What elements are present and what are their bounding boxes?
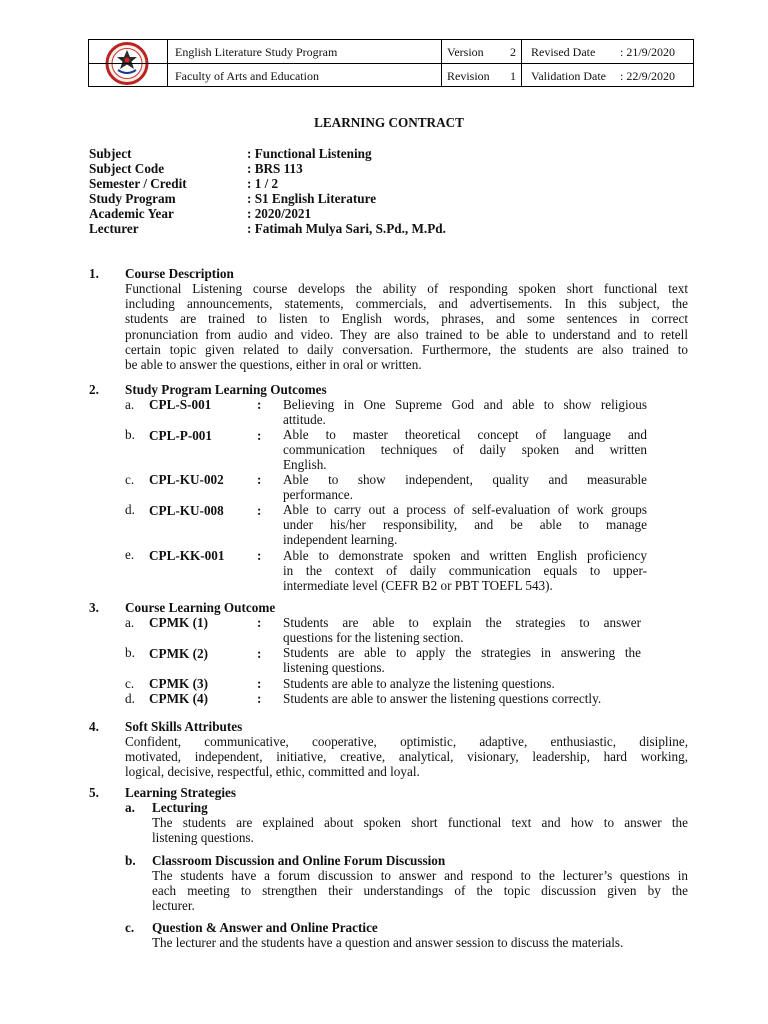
header-revision-value: 1	[510, 69, 516, 83]
course-outcome-colon: :	[257, 676, 262, 691]
course-outcome-letter: a.	[125, 615, 135, 630]
course-outcome-colon: :	[257, 615, 262, 630]
strategy-letter: c.	[125, 920, 135, 935]
course-description-line: including announcements, statements, commercials, and advertisements. In this subject, the	[125, 296, 688, 312]
outcome-letter: d.	[125, 502, 135, 517]
outcome-line: English.	[283, 457, 327, 473]
course-description-line: pronunciation from audio and video. They are also trained to be able to understand and to retell	[125, 326, 688, 342]
page-title: LEARNING CONTRACT	[314, 115, 464, 130]
outcome-line: performance.	[283, 487, 353, 503]
outcome-line: Able to demonstrate spoken and written English proficiency	[283, 548, 647, 563]
outcome-letter: c.	[125, 472, 135, 487]
outcome-code: CPL-P-001	[149, 428, 212, 443]
course-description-line: certain topic given related to daily conversation. Furthermore, the students are also trained to	[125, 341, 688, 357]
course-description-line: Functional Listening course develops the ability of responding spoken short functional text	[125, 281, 688, 296]
section-1-number: 1.	[89, 266, 99, 281]
header-validation-date-label: Validation Date	[531, 69, 606, 83]
section-3-number: 3.	[89, 600, 99, 615]
course-outcome-letter: c.	[125, 676, 135, 691]
outcome-line: intermediate level (CEFR B2 or PBT TOEFL 543).	[283, 578, 553, 594]
outcome-code: CPL-KU-008	[149, 503, 224, 518]
info-label-lecturer: Lecturer	[89, 221, 139, 236]
header-program: English Literature Study Program	[175, 45, 338, 59]
course-outcome-text	[283, 645, 641, 675]
outcome-line: communication techniques of daily spoken and written	[283, 442, 647, 458]
section-5-number: 5.	[89, 785, 99, 800]
outcome-line: attitude.	[283, 412, 326, 428]
soft-skills-text	[125, 734, 688, 780]
info-value-study-program: : S1 English Literature	[247, 191, 377, 206]
header-revision-label: Revision	[447, 69, 490, 83]
info-label-academic-year: Academic Year	[89, 206, 174, 221]
course-outcome-code: CPMK (2)	[149, 646, 208, 661]
outcome-code: CPL-S-001	[149, 397, 212, 412]
course-outcome-code: CPMK (3)	[149, 676, 208, 691]
strategy-line: each meeting to strengthen their understandings of the topic discussion given by the	[152, 883, 688, 899]
outcome-text	[283, 502, 647, 548]
outcome-code: CPL-KK-001	[149, 548, 225, 563]
course-outcome-text: Students are able to analyze the listening questions.	[283, 676, 555, 691]
header-version-value: 2	[510, 45, 516, 59]
strategy-text	[152, 868, 688, 914]
strategy-line: listening questions.	[152, 830, 254, 846]
course-outcome-code: CPMK (4)	[149, 691, 208, 706]
info-value-lecturer: : Fatimah Mulya Sari, S.Pd., M.Pd.	[247, 221, 446, 236]
section-1-title: Course Description	[125, 266, 234, 281]
header-revised-date-value: : 21/9/2020	[620, 45, 676, 59]
course-outcome-line: Students are able to explain the strategies to answer	[283, 615, 641, 630]
info-label-subject-code: Subject Code	[89, 161, 165, 176]
outcome-line: under his/her responsibility, and be able to manage	[283, 517, 647, 533]
outcome-line: Able to carry out a process of self-evaluation of work groups	[283, 502, 647, 517]
outcome-code: CPL-KU-002	[149, 472, 224, 487]
soft-skills-line: Confident, communicative, cooperative, optimistic, adaptive, enthusiastic, disipline,	[125, 734, 688, 749]
strategy-title: Question & Answer and Online Practice	[152, 920, 378, 935]
outcome-line: independent learning.	[283, 532, 398, 548]
course-outcome-line: listening questions.	[283, 660, 385, 676]
strategy-line: The students have a forum discussion to answer and respond to the lecturer’s questions in	[152, 868, 688, 883]
course-outcome-colon: :	[257, 646, 262, 661]
course-outcome-colon: :	[257, 691, 262, 706]
course-outcome-letter: d.	[125, 691, 135, 706]
section-2-title: Study Program Learning Outcomes	[125, 382, 327, 397]
outcome-line: Believing in One Supreme God and able to show religious	[283, 397, 647, 412]
info-label-study-program: Study Program	[89, 191, 176, 206]
strategy-title: Lecturing	[152, 800, 208, 815]
course-outcome-letter: b.	[125, 645, 135, 660]
course-outcome-line: Students are able to apply the strategies in answering the	[283, 645, 641, 660]
info-label-semester: Semester / Credit	[89, 176, 187, 191]
course-outcome-line: questions for the listening section.	[283, 630, 464, 646]
soft-skills-line: logical, decisive, respectful, ethic, committed and loyal.	[125, 764, 420, 780]
header-revised-date-label: Revised Date	[531, 45, 596, 59]
outcome-colon: :	[257, 503, 262, 518]
info-value-academic-year: : 2020/2021	[247, 206, 312, 221]
outcome-text	[283, 397, 647, 427]
strategy-line: lecturer.	[152, 898, 195, 914]
strategy-title: Classroom Discussion and Online Forum Discussion	[152, 853, 446, 868]
strategy-letter: a.	[125, 800, 135, 815]
info-value-subject: : Functional Listening	[247, 146, 372, 161]
outcome-colon: :	[257, 428, 262, 443]
section-4-number: 4.	[89, 719, 99, 734]
outcome-letter: b.	[125, 427, 135, 442]
course-outcome-text	[283, 615, 641, 645]
outcome-letter: e.	[125, 547, 135, 562]
outcome-line: Able to master theoretical concept of language and	[283, 427, 647, 442]
info-value-semester: : 1 / 2	[247, 176, 279, 191]
header-validation-date-value: : 22/9/2020	[620, 69, 676, 83]
section-5-title: Learning Strategies	[125, 785, 236, 800]
strategy-text: The lecturer and the students have a question and answer session to discuss the materials.	[152, 935, 624, 950]
outcome-colon: :	[257, 472, 262, 487]
header-faculty: Faculty of Arts and Education	[175, 69, 319, 83]
outcome-line: Able to show independent, quality and measurable	[283, 472, 647, 487]
course-description-line: students are trained to listen to English words, phrases, and some sentences in correct	[125, 311, 688, 327]
outcome-text	[283, 548, 647, 594]
outcome-text	[283, 472, 647, 502]
info-label-subject: Subject	[89, 146, 132, 161]
outcome-colon: :	[257, 397, 262, 412]
outcome-line: in the context of daily communication equals to upper-	[283, 563, 647, 579]
course-outcome-text: Students are able to answer the listening questions correctly.	[283, 691, 602, 706]
section-3-title: Course Learning Outcome	[125, 600, 276, 615]
strategy-line: The students are explained about spoken short functional text and how to answer the	[152, 815, 688, 830]
header-version-label: Version	[447, 45, 484, 59]
outcome-letter: a.	[125, 397, 135, 412]
strategy-letter: b.	[125, 853, 136, 868]
course-description-text	[125, 281, 688, 372]
document-header-table	[88, 39, 694, 87]
course-outcome-code: CPMK (1)	[149, 615, 208, 630]
section-2-number: 2.	[89, 382, 99, 397]
outcome-colon: :	[257, 548, 262, 563]
soft-skills-line: motivated, independent, initiative, creative, analytical, visionary, leadership, hard working,	[125, 749, 688, 765]
course-description-line: be able to answer the questions, either in oral or written.	[125, 356, 422, 372]
info-value-subject-code: : BRS 113	[247, 161, 303, 176]
strategy-text	[152, 815, 688, 845]
outcome-text	[283, 427, 647, 473]
section-4-title: Soft Skills Attributes	[125, 719, 243, 734]
